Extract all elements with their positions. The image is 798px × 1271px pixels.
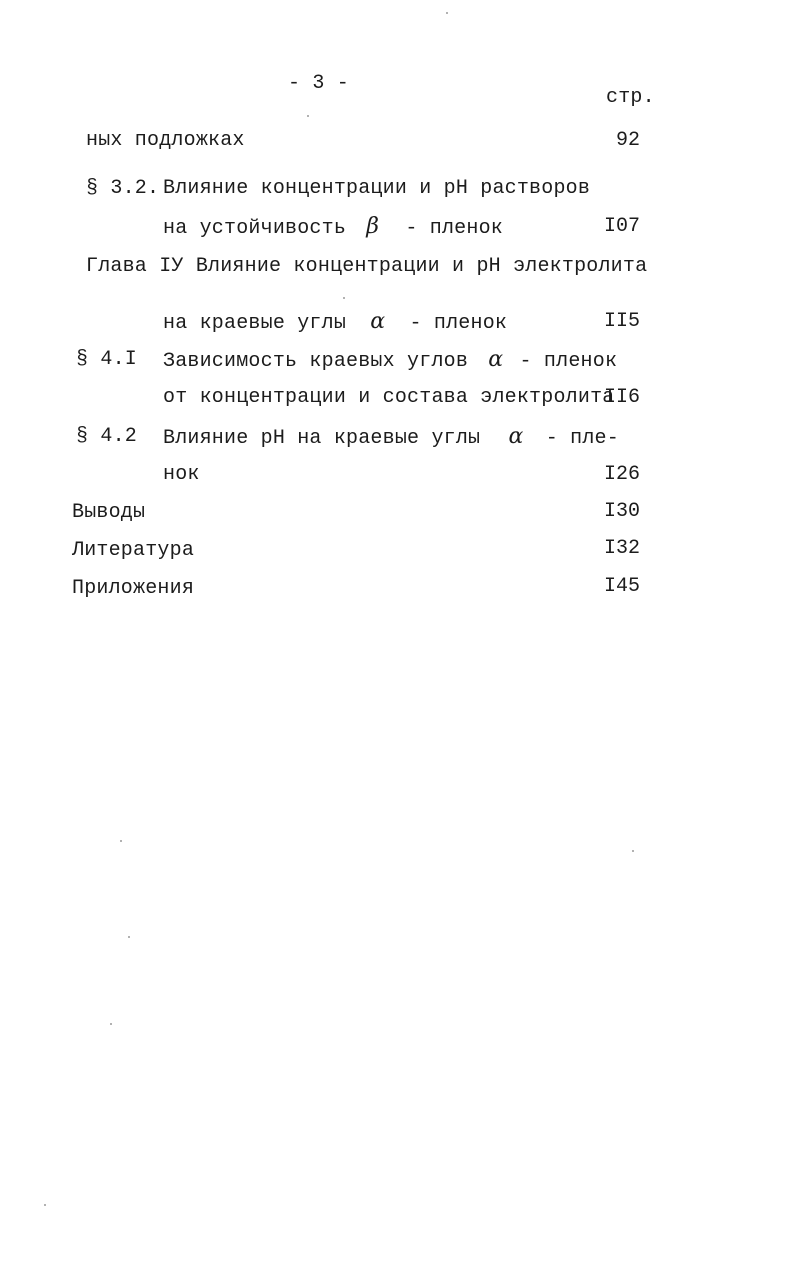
- toc-entry-text: от концентрации и состава электролита: [163, 386, 615, 409]
- toc-entry-text: нок: [163, 463, 200, 486]
- toc-entry-line: [163, 425, 619, 451]
- toc-entry-line: [163, 310, 507, 336]
- toc-entry-line: [163, 215, 503, 241]
- toc-entry-text: на устойчивость: [163, 217, 347, 240]
- toc-entry-page: I32: [603, 537, 640, 560]
- scan-speck: [307, 115, 309, 117]
- toc-section-number: § 4.2: [76, 425, 138, 448]
- toc-entry-text-after: - пленок: [519, 350, 618, 373]
- toc-entry-text-after: - пленок: [405, 217, 503, 240]
- toc-entry-page: I07: [603, 215, 640, 238]
- toc-entry-page: I26: [603, 463, 640, 486]
- toc-entry-page: 92: [615, 129, 640, 152]
- greek-symbol: α: [488, 347, 504, 372]
- toc-entry-text: Приложения: [72, 577, 195, 600]
- scan-speck: [128, 936, 130, 938]
- chapter-heading: Глава IУ Влияние концентрации и рН электролита: [86, 255, 648, 278]
- toc-entry-text: Зависимость краевых углов: [163, 350, 469, 373]
- toc-entry-text-after: - пле-: [545, 427, 619, 450]
- toc-entry-page: I30: [603, 500, 640, 523]
- scan-speck: [446, 12, 448, 14]
- page-number: - 3 -: [288, 72, 350, 95]
- scan-speck: [343, 297, 345, 299]
- greek-symbol: α: [508, 424, 524, 449]
- toc-entry-text: ных подложках: [86, 129, 245, 152]
- toc-entry-text: на краевые углы: [163, 312, 347, 335]
- toc-section-number: § 3.2.: [86, 177, 160, 200]
- page-column-label: стр.: [606, 86, 655, 109]
- toc-entry-text: Литература: [72, 539, 195, 562]
- toc-entry-text: Влияние рН на краевые углы: [163, 427, 481, 450]
- toc-entry-page: II6: [603, 386, 640, 409]
- scan-speck: [632, 850, 634, 852]
- toc-entry-text-after: - пленок: [409, 312, 508, 335]
- toc-entry-text: Влияние концентрации и рН растворов: [163, 177, 591, 200]
- greek-symbol: β: [366, 214, 380, 239]
- toc-entry-line: [163, 348, 617, 374]
- toc-entry-page: I45: [603, 575, 640, 598]
- toc-entry-text: Выводы: [72, 501, 146, 524]
- scan-speck: [120, 840, 122, 842]
- toc-entry-page: II5: [603, 310, 640, 333]
- scan-speck: [44, 1204, 46, 1206]
- greek-symbol: α: [370, 309, 386, 334]
- scan-speck: [110, 1023, 112, 1025]
- toc-section-number: § 4.I: [76, 348, 138, 371]
